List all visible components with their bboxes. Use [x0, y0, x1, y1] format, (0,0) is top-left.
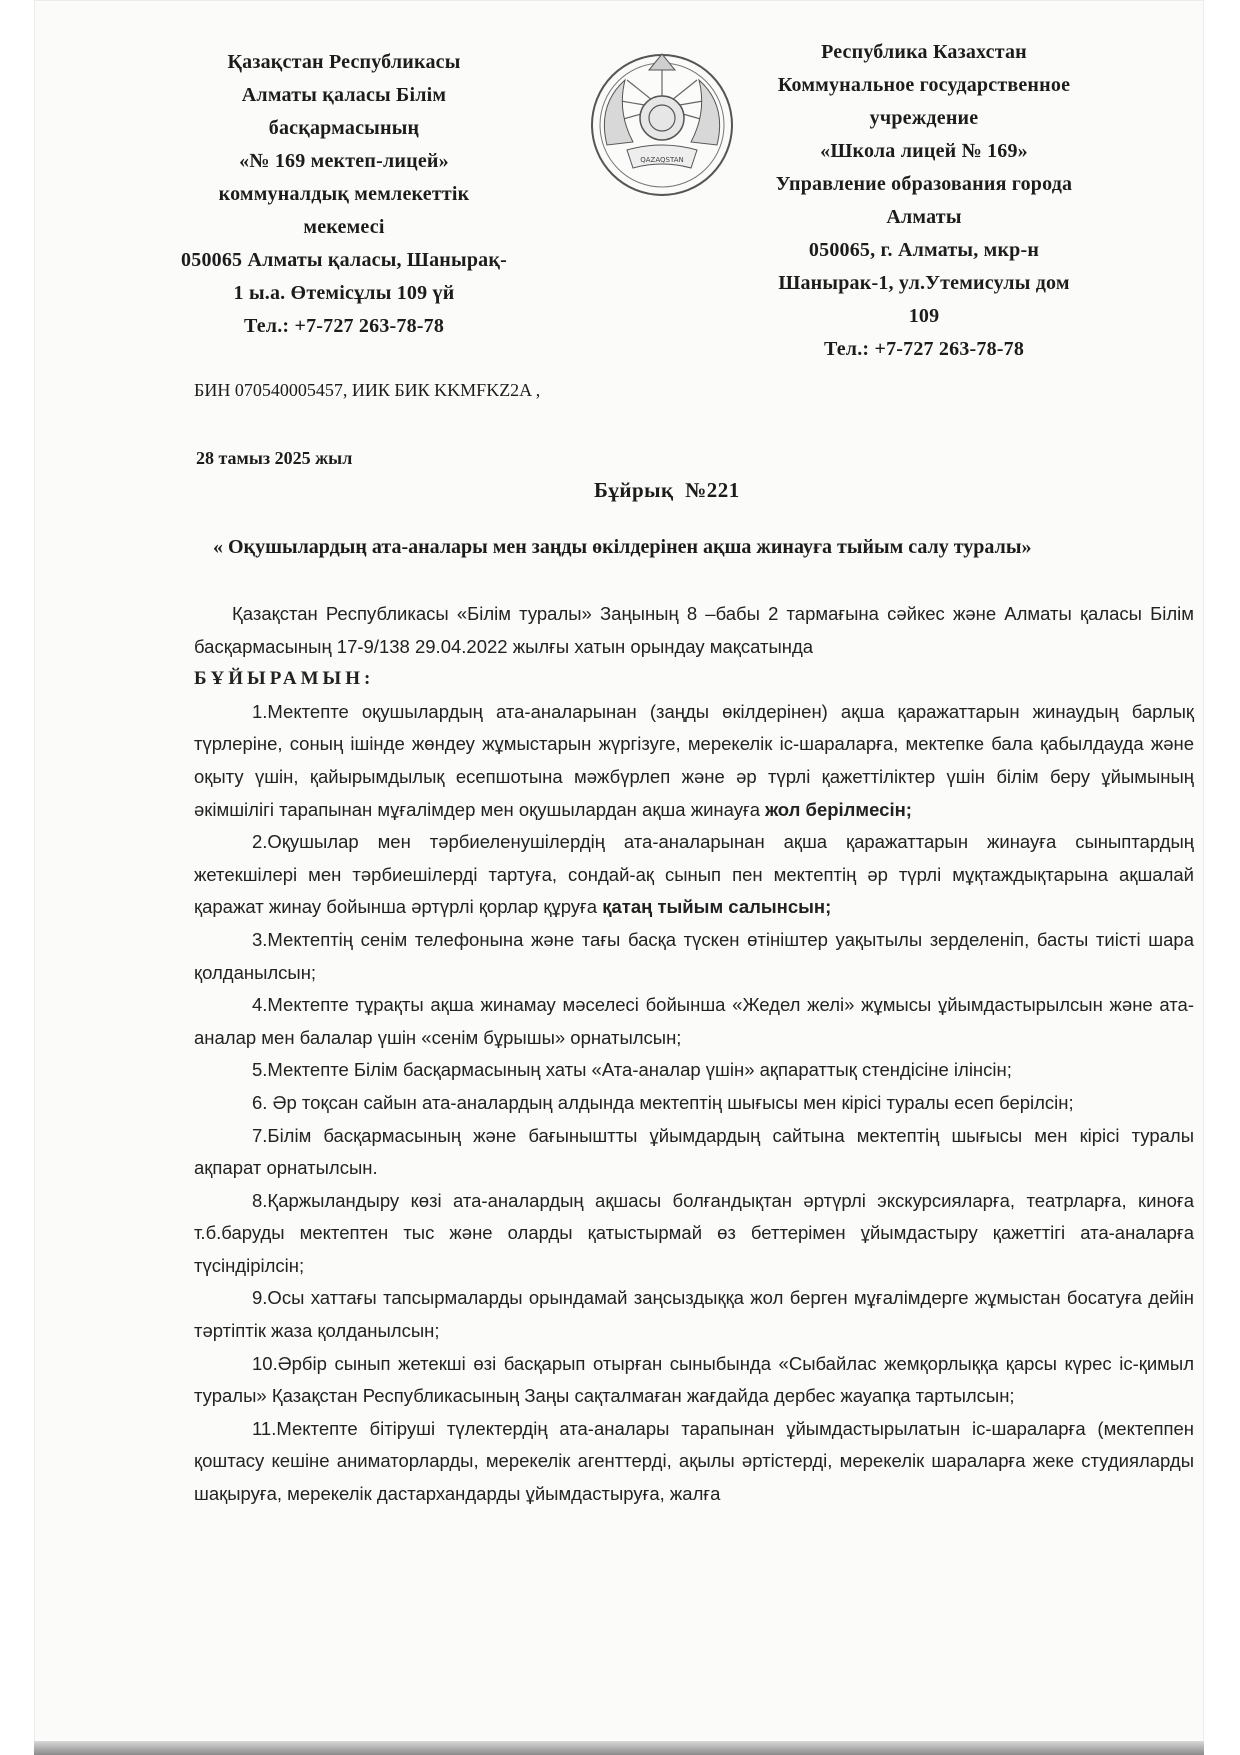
order-title: Бұйрық №221 — [594, 478, 740, 502]
header-ru-line: Шанырак-1, ул.Утемисулы дом — [778, 272, 1070, 294]
header-kz-line: Қазақстан Республикасы — [227, 51, 461, 73]
header-kz-line: Тел.: +7-727 263-78-78 — [243, 315, 445, 337]
order-subject: « Оқушылардың ата-аналары мен заңды өкілдерінен ақша жинауға тыйым салу туралы» — [213, 536, 1032, 558]
order-item-11 — [194, 1413, 1194, 1511]
order-item-10 — [194, 1348, 1194, 1413]
header-ru-line: Алматы — [886, 206, 962, 228]
header-kz-line: басқармасының — [268, 117, 420, 139]
page-bottom-edge — [34, 1741, 1204, 1755]
header-ru-line: Управление образования города — [775, 173, 1073, 195]
item-text: 5.Мектепте Білім басқармасының хаты «Ата-аналар үшін» ақпараттық стендісіне ілінсін; — [252, 1059, 1012, 1081]
order-item-5 — [194, 1054, 1194, 1087]
header-russian — [734, 36, 1114, 366]
order-item-8 — [194, 1185, 1194, 1283]
order-item-7 — [194, 1120, 1194, 1185]
intro-paragraph: Қазақстан Республикасы «Білім туралы» Заңының 8 –бабы 2 тармағына сәйкес және Алматы қаласы Білім басқармасының 17-9/138 29.04.2022 жылғы хатын орындау мақсатында — [194, 603, 1194, 657]
header-kz-line: коммуналдық мемлекеттік — [218, 183, 470, 205]
header-ru-line: 109 — [908, 305, 940, 327]
order-item-4 — [194, 989, 1194, 1054]
buyyramyn-heading: БҰЙЫРАМЫН: — [194, 668, 375, 690]
item-text: 7.Білім басқармасының және бағыныштты ұйымдардың сайтына мектептің шығысы мен кірісі туралы ақпарат орнатылсын. — [194, 1124, 1194, 1179]
document-page — [34, 0, 1204, 1755]
header-ru-line: 050065, г. Алматы, мкр-н — [808, 239, 1040, 261]
item-text: 6. Әр тоқсан сайын ата-аналардың алдында мектептің шығысы мен кірісі туралы есеп берілсін; — [252, 1091, 1074, 1113]
order-item-6 — [194, 1087, 1194, 1120]
item-text: 9.Осы хаттағы тапсырмаларды орындамай заңсыздыққа жол берген мұғалімдерге жұмыстан босатуға дейін тәртіптік жаза қолданылсын; — [194, 1287, 1194, 1342]
item-text: 10.Әрбір сынып жетекші өзі басқарып отырған сыныбында «Сыбайлас жемқорлыққа қарсы күрес іс-қимыл туралы» Қазақстан Республикасының Заңы сақталмаған жағдайда дербес жауапқа тартылсын; — [194, 1352, 1194, 1407]
header-kz-line: мекемесі — [303, 216, 385, 238]
order-item-2 — [194, 826, 1194, 924]
item-text: 8.Қаржыландыру көзі ата-аналардың ақшасы болғандықтан әртүрлі экскурсияларға, театрларға, киноға т.б.баруды мектептен тыс және оларды қатыстырмай өз беттерімен ұйымдастыру қажеттігі ата-аналарға түсіндірілсін; — [194, 1189, 1194, 1276]
emblem-text: QAZAQSTAN — [640, 156, 684, 164]
item-text: 1.Мектепте оқушылардың ата-аналарынан (заңды өкілдерінен) ақша қаражаттарын жинаудың барлық түрлеріне, соның ішінде жөндеу жұмыстарын жүргізуге, мерекелік іс-шараларға, мектепке бала қабылдауда және оқыту үшін, қайырымдылық есепшотына мәжбүрлеп және әр түрлі қажеттіліктер үшін білім беру ұйымының әкімшілігі тарапынан мұғалімдер мен оқушылардан ақша жинауға — [194, 700, 1194, 820]
item-text: 4.Мектепте тұрақты ақша жинамау мәселесі бойынша «Жедел желі» жұмысы ұйымдастырылсын және ата-аналар мен балалар үшін «сенім бұрышы» орнатылсын; — [194, 994, 1194, 1048]
header-kz-line: «№ 169 мектеп-лицей» — [239, 150, 449, 172]
bin-line: БИН 070540005457, ИИК БИК KKMFKZ2A , — [194, 380, 541, 400]
item-text: 11.Мектепте бітіруші түлектердің ата-аналары тарапынан ұйымдастырылатын іс-шараларға (мектеппен қоштасу кешіне аниматорларды, мерекелік агенттерді, ақылы әртістерді, мерекелік шараларға жеке студияларды шақыруға, мерекелік дастархандарды ұйымдастыруға, жалға — [194, 1417, 1194, 1505]
header-ru-line: учреждение — [869, 107, 979, 129]
order-item-1 — [194, 696, 1194, 826]
header-kz-line: Алматы қаласы Білім — [241, 84, 447, 106]
header-kz-line: 1 ы.а. Өтемісұлы 109 үй — [233, 282, 455, 304]
header-ru-line: Тел.: +7-727 263-78-78 — [823, 338, 1025, 360]
header-ru-line: Республика Казахстан — [821, 41, 1027, 63]
item-bold-text: жол берілмесін; — [765, 798, 912, 820]
item-text: 2.Оқушылар мен тәрбиеленушілердің ата-аналарынан ақша қаражаттарын жинауға сыныптардың жетекшілері мен тәрбиешілерді тартуға, сондай-ақ сынып пен мектептің әр түрлі мұқтаждықтарына ақшалай қаражат жинау бойынша әртүрлі қорлар құруға — [194, 831, 1194, 918]
item-text: 3.Мектептің сенім телефонына және тағы басқа түскен өтініштер уақытылы зерделеніп, басты тиісті шара қолданылсын; — [194, 928, 1194, 983]
header-kz-line: 050065 Алматы қаласы, Шанырақ- — [181, 249, 507, 271]
header-kazakh — [159, 46, 529, 343]
state-emblem-icon — [587, 50, 737, 200]
header-ru-line: Коммунальное государственное — [777, 74, 1071, 96]
item-bold-text: қатаң тыйым салынсын; — [602, 896, 832, 918]
order-item-3 — [194, 924, 1194, 989]
order-item-9 — [194, 1282, 1194, 1347]
order-body — [194, 598, 1194, 1511]
order-date: 28 тамыз 2025 жыл — [196, 448, 353, 468]
header-ru-line: «Школа лицей № 169» — [820, 140, 1028, 162]
